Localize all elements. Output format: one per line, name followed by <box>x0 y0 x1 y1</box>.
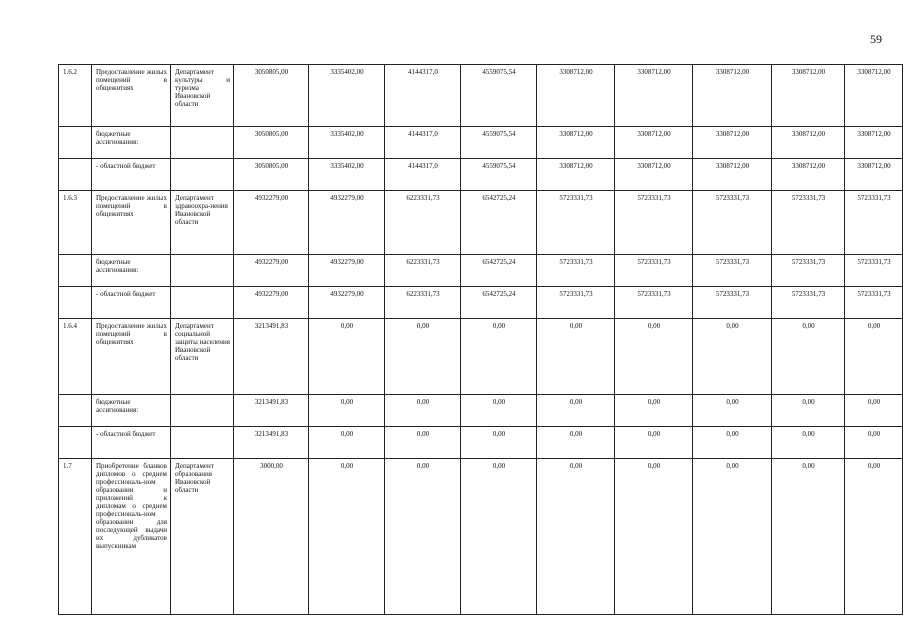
description-cell-text: - областной бюджет <box>96 162 156 170</box>
value-cell-text: 0,00 <box>867 430 881 438</box>
value-cell-text: 5723331,73 <box>857 194 891 202</box>
row-number-cell-text: 1.6.3 <box>63 194 77 202</box>
value-cell <box>772 287 845 319</box>
value-cell <box>309 127 385 159</box>
value-cell-text: 0,00 <box>492 398 506 406</box>
value-cell <box>234 319 309 395</box>
description-cell <box>92 191 171 255</box>
value-cell <box>461 427 537 459</box>
value-cell <box>845 159 903 191</box>
value-cell <box>309 459 385 615</box>
value-cell-text: 3335402,00 <box>330 162 364 170</box>
value-cell <box>772 159 845 191</box>
description-cell <box>92 255 171 287</box>
value-cell-text: 0,00 <box>340 462 354 470</box>
value-cell-text: 0,00 <box>492 430 506 438</box>
value-cell <box>309 191 385 255</box>
value-cell-text: 4932279,00 <box>330 258 364 266</box>
value-cell-text: 3000,00 <box>260 462 283 470</box>
value-cell-text: 0,00 <box>569 322 583 330</box>
value-cell-text: 4932279,00 <box>330 290 364 298</box>
table-row <box>59 191 903 255</box>
row-number-cell <box>59 127 92 159</box>
value-cell <box>845 459 903 615</box>
table-row <box>59 395 903 427</box>
value-cell-text: 5723331,73 <box>791 290 826 298</box>
value-cell-text: 3308712,00 <box>791 162 826 170</box>
department-cell <box>171 191 234 255</box>
value-cell-text: 4932279,00 <box>254 290 289 298</box>
value-cell-text: 4932279,00 <box>254 194 289 202</box>
department-cell <box>171 427 234 459</box>
value-cell <box>234 191 309 255</box>
value-cell-text: 3308712,00 <box>559 130 593 138</box>
description-cell <box>92 65 171 127</box>
value-cell <box>772 459 845 615</box>
value-cell <box>385 191 461 255</box>
value-cell-text: 0,00 <box>416 322 430 330</box>
value-cell <box>234 127 309 159</box>
value-cell-text: 0,00 <box>492 462 506 470</box>
value-cell-text: 3213491,83 <box>254 322 289 330</box>
value-cell <box>385 159 461 191</box>
value-cell <box>234 395 309 427</box>
value-cell-text: 6542725,24 <box>482 258 516 266</box>
value-cell <box>385 255 461 287</box>
value-cell <box>234 65 309 127</box>
table-row <box>59 427 903 459</box>
description-cell <box>92 459 171 615</box>
value-cell <box>845 395 903 427</box>
description-cell <box>92 287 171 319</box>
value-cell <box>309 427 385 459</box>
value-cell-text: 3308712,00 <box>857 130 891 138</box>
description-cell-text: Предоставление жилых помещений в общежитиях <box>96 194 167 218</box>
value-cell-text: 0,00 <box>867 322 881 330</box>
value-cell-text: 0,00 <box>867 398 881 406</box>
value-cell-text: 4144317,0 <box>408 130 438 138</box>
value-cell <box>234 159 309 191</box>
row-number-cell <box>59 65 92 127</box>
value-cell-text: 6223331,73 <box>406 290 440 298</box>
value-cell-text: 4559075,54 <box>482 68 516 76</box>
value-cell <box>385 287 461 319</box>
value-cell-text: 5723331,73 <box>791 194 826 202</box>
value-cell-text: 5723331,73 <box>637 194 671 202</box>
value-cell-text: 4144317,0 <box>408 68 438 76</box>
value-cell <box>693 287 772 319</box>
value-cell <box>537 191 615 255</box>
table-row <box>59 127 903 159</box>
value-cell <box>309 287 385 319</box>
description-cell-text: бюджетные ассигнования: <box>96 130 139 146</box>
value-cell-text: 0,00 <box>416 462 430 470</box>
description-cell-text: Приобретение бланков дипломов о среднем профессиональ-ном образовании и приложений к дипломам о среднем профессиональ-ном образовании для последующей выдачи их дубликатов выпускникам <box>96 462 167 550</box>
value-cell <box>309 65 385 127</box>
description-cell <box>92 395 171 427</box>
value-cell <box>234 255 309 287</box>
row-number-cell-text: 1.6.2 <box>63 68 77 76</box>
value-cell-text: 4559075,54 <box>482 130 516 138</box>
value-cell <box>461 287 537 319</box>
value-cell <box>693 459 772 615</box>
value-cell-text: 0,00 <box>416 430 430 438</box>
row-number-cell <box>59 459 92 615</box>
table-row <box>59 287 903 319</box>
value-cell <box>693 427 772 459</box>
value-cell <box>537 319 615 395</box>
value-cell <box>615 427 693 459</box>
value-cell <box>461 319 537 395</box>
value-cell <box>537 159 615 191</box>
table-row <box>59 159 903 191</box>
value-cell <box>693 65 772 127</box>
row-number-cell <box>59 255 92 287</box>
value-cell <box>693 319 772 395</box>
value-cell-text: 0,00 <box>802 462 815 470</box>
department-cell <box>171 395 234 427</box>
value-cell-text: 3308712,00 <box>559 162 593 170</box>
department-cell <box>171 459 234 615</box>
department-cell-text: Департамент культуры и туризма Ивановской области <box>175 68 230 108</box>
value-cell-text: 6223331,73 <box>406 194 440 202</box>
table-row <box>59 65 903 127</box>
value-cell <box>845 191 903 255</box>
value-cell <box>693 395 772 427</box>
value-cell-text: 0,00 <box>726 462 739 470</box>
value-cell <box>385 319 461 395</box>
value-cell-text: 5723331,73 <box>715 290 750 298</box>
value-cell <box>461 191 537 255</box>
value-cell-text: 0,00 <box>802 322 815 330</box>
value-cell-text: 3213491,83 <box>254 430 289 438</box>
value-cell <box>385 65 461 127</box>
value-cell-text: 4559075,54 <box>482 162 516 170</box>
value-cell-text: 0,00 <box>569 462 583 470</box>
value-cell-text: 3308712,00 <box>857 162 891 170</box>
value-cell <box>537 287 615 319</box>
value-cell-text: 6223331,73 <box>406 258 440 266</box>
value-cell <box>537 427 615 459</box>
value-cell <box>845 127 903 159</box>
value-cell-text: 0,00 <box>726 398 739 406</box>
value-cell <box>234 287 309 319</box>
row-number-cell <box>59 287 92 319</box>
value-cell <box>772 191 845 255</box>
value-cell-text: 5723331,73 <box>715 258 750 266</box>
value-cell-text: 5723331,73 <box>559 194 593 202</box>
value-cell <box>461 159 537 191</box>
row-number-cell <box>59 395 92 427</box>
value-cell-text: 0,00 <box>726 430 739 438</box>
department-cell <box>171 65 234 127</box>
description-cell <box>92 127 171 159</box>
value-cell-text: 0,00 <box>340 430 354 438</box>
value-cell-text: 3335402,00 <box>330 68 364 76</box>
value-cell-text: 0,00 <box>647 430 661 438</box>
value-cell-text: 4144317,0 <box>408 162 438 170</box>
department-cell <box>171 159 234 191</box>
table-row <box>59 255 903 287</box>
description-cell <box>92 159 171 191</box>
value-cell <box>461 255 537 287</box>
value-cell <box>615 127 693 159</box>
value-cell <box>615 191 693 255</box>
value-cell-text: 0,00 <box>569 430 583 438</box>
row-number-cell-text: 1.6.4 <box>63 322 77 330</box>
department-cell <box>171 127 234 159</box>
value-cell-text: 5723331,73 <box>791 258 826 266</box>
department-cell-text: Департамент образования Ивановской области <box>175 462 214 494</box>
row-number-cell <box>59 319 92 395</box>
description-cell-text: Предоставление жилых помещений в общежитиях <box>96 322 167 346</box>
budget-table <box>58 64 903 615</box>
value-cell-text: 0,00 <box>647 398 661 406</box>
value-cell <box>537 459 615 615</box>
value-cell-text: 3213491,83 <box>254 398 289 406</box>
value-cell-text: 3050805,00 <box>254 130 289 138</box>
value-cell <box>615 255 693 287</box>
value-cell-text: 5723331,73 <box>559 258 593 266</box>
value-cell-text: 3050805,00 <box>254 68 289 76</box>
value-cell-text: 5723331,73 <box>857 258 891 266</box>
department-cell <box>171 255 234 287</box>
row-number-cell <box>59 427 92 459</box>
value-cell-text: 3308712,00 <box>791 68 826 76</box>
value-cell-text: 0,00 <box>569 398 583 406</box>
value-cell-text: 4932279,00 <box>254 258 289 266</box>
value-cell <box>537 255 615 287</box>
value-cell-text: 0,00 <box>340 322 354 330</box>
value-cell <box>772 395 845 427</box>
description-cell <box>92 319 171 395</box>
value-cell <box>537 395 615 427</box>
department-cell-text: Департамент социальной защиты населения Ивановской области <box>175 322 230 362</box>
value-cell <box>615 159 693 191</box>
value-cell <box>615 319 693 395</box>
description-cell-text: - областной бюджет <box>96 430 156 438</box>
value-cell <box>309 255 385 287</box>
value-cell <box>772 65 845 127</box>
value-cell <box>537 65 615 127</box>
row-number-cell <box>59 159 92 191</box>
value-cell-text: 0,00 <box>647 322 661 330</box>
table-row <box>59 459 903 615</box>
value-cell <box>615 287 693 319</box>
value-cell-text: 0,00 <box>802 398 815 406</box>
value-cell-text: 3308712,00 <box>637 130 671 138</box>
row-number-cell-text: 1.7 <box>63 462 72 470</box>
value-cell-text: 3308712,00 <box>857 68 891 76</box>
table-row <box>59 319 903 395</box>
value-cell-text: 0,00 <box>492 322 506 330</box>
value-cell-text: 3308712,00 <box>637 68 671 76</box>
row-number-cell <box>59 191 92 255</box>
value-cell <box>772 255 845 287</box>
value-cell <box>693 191 772 255</box>
value-cell-text: 6542725,24 <box>482 290 516 298</box>
value-cell-text: 3308712,00 <box>715 162 750 170</box>
description-cell-text: бюджетные ассигнования: <box>96 258 139 274</box>
value-cell-text: 5723331,73 <box>637 290 671 298</box>
value-cell <box>385 395 461 427</box>
value-cell <box>845 65 903 127</box>
value-cell-text: 3308712,00 <box>715 68 750 76</box>
description-cell <box>92 427 171 459</box>
value-cell <box>309 159 385 191</box>
value-cell <box>385 459 461 615</box>
value-cell <box>845 427 903 459</box>
value-cell <box>309 395 385 427</box>
value-cell <box>309 319 385 395</box>
value-cell <box>772 427 845 459</box>
value-cell-text: 3308712,00 <box>559 68 593 76</box>
value-cell-text: 0,00 <box>647 462 661 470</box>
table-body <box>59 65 903 615</box>
department-cell <box>171 287 234 319</box>
value-cell-text: 0,00 <box>726 322 739 330</box>
value-cell-text: 5723331,73 <box>559 290 593 298</box>
page-number: 59 <box>870 32 882 46</box>
value-cell-text: 0,00 <box>802 430 815 438</box>
description-cell-text: Предоставление жилых помещений в общежитиях <box>96 68 167 92</box>
value-cell-text: 3050805,00 <box>254 162 289 170</box>
value-cell-text: 3308712,00 <box>637 162 671 170</box>
value-cell <box>461 127 537 159</box>
department-cell-text: Департамент здравоохра-нения Ивановской области <box>175 194 228 226</box>
value-cell <box>615 459 693 615</box>
value-cell <box>461 395 537 427</box>
value-cell-text: 3308712,00 <box>791 130 826 138</box>
value-cell <box>845 287 903 319</box>
value-cell <box>537 127 615 159</box>
value-cell-text: 5723331,73 <box>857 290 891 298</box>
value-cell-text: 5723331,73 <box>637 258 671 266</box>
value-cell-text: 3308712,00 <box>715 130 750 138</box>
value-cell <box>693 255 772 287</box>
description-cell-text: бюджетные ассигнования: <box>96 398 139 414</box>
value-cell <box>461 65 537 127</box>
value-cell-text: 0,00 <box>416 398 430 406</box>
value-cell <box>772 319 845 395</box>
value-cell <box>461 459 537 615</box>
value-cell <box>615 395 693 427</box>
value-cell <box>693 127 772 159</box>
value-cell <box>772 127 845 159</box>
value-cell <box>234 427 309 459</box>
value-cell <box>385 427 461 459</box>
value-cell <box>845 255 903 287</box>
description-cell-text: - областной бюджет <box>96 290 156 298</box>
value-cell <box>234 459 309 615</box>
value-cell <box>385 127 461 159</box>
value-cell-text: 4932279,00 <box>330 194 364 202</box>
department-cell <box>171 319 234 395</box>
value-cell-text: 3335402,00 <box>330 130 364 138</box>
value-cell-text: 5723331,73 <box>715 194 750 202</box>
value-cell-text: 0,00 <box>867 462 881 470</box>
value-cell <box>615 65 693 127</box>
value-cell-text: 0,00 <box>340 398 354 406</box>
value-cell <box>845 319 903 395</box>
value-cell-text: 6542725,24 <box>482 194 516 202</box>
value-cell <box>693 159 772 191</box>
